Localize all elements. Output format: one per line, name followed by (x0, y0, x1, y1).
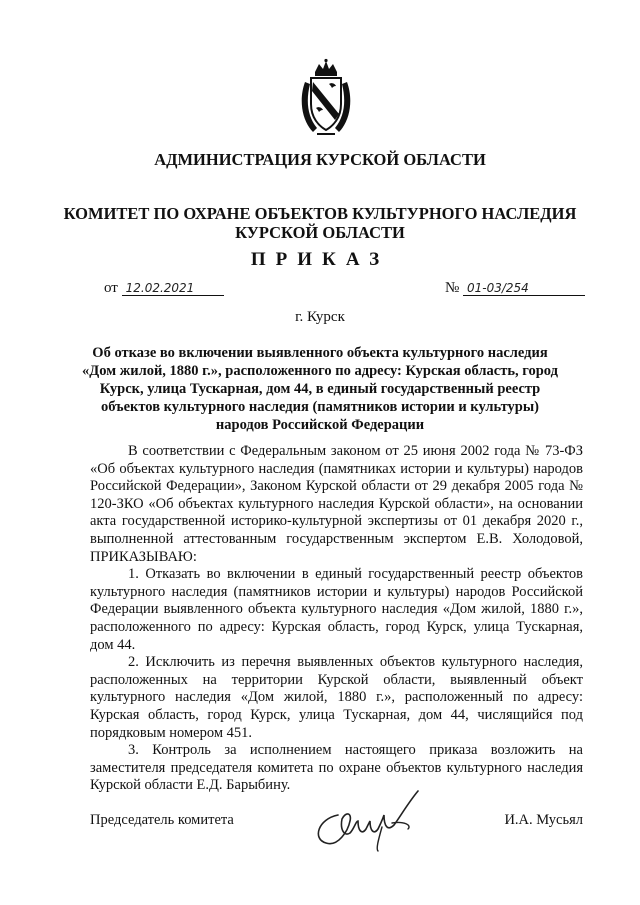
order-item-3: 3. Контроль за исполнением настоящего приказа возложить на заместителя председателя комитета по охране объектов культурного наследия Курской области Е.Д. Барыбину. (90, 742, 583, 794)
order-title: ПРИКАЗ (250, 249, 390, 270)
order-number (445, 280, 585, 297)
committee-title-line2: КУРСКОЙ ОБЛАСТИ (235, 223, 405, 242)
date-value: 12.02.2021 (122, 281, 224, 296)
preamble-paragraph: В соответствии с Федеральным законом от 25 июня 2002 года № 73-ФЗ «Об объектах культурного наследия (памятниках истории и культуры) народов Российской Федерации», Законом Курской области от 29 декабря 2005 года № 120-ЗКО «Об объектах культурного наследия Курской области», на основании акта государственной историко-культурной экспертизы от 01 декабря 2020 г., выполненной аттестованным государственным экспертом Е.В. Холодовой, ПРИКАЗЫВАЮ: (90, 443, 583, 565)
order-item-1: 1. Отказать во включении в единый государственный реестр объектов культурного наследия (памятников истории и культуры) народов Российской Федерации выявленного объекта культурного наследия «Дом жилой, 1880 г.», расположенного по адресу: Курская область, город Курск, улица Тускарная, дом 44. (90, 566, 583, 653)
number-prefix: № (444, 280, 460, 296)
committee-title-line1: КОМИТЕТ ПО ОХРАНЕ ОБЪЕКТОВ КУЛЬТУРНОГО НАСЛЕДИЯ (63, 204, 577, 223)
committee-title (60, 204, 580, 242)
order-date (104, 280, 224, 297)
administration-title: АДМИНИСТРАЦИЯ КУРСКОЙ ОБЛАСТИ (154, 150, 486, 169)
signer-position: Председатель комитета (90, 812, 234, 828)
order-subject: Об отказе во включении выявленного объекта культурного наследия «Дом жилой, 1880 г.», расположенного по адресу: Курская область, город Курск, улица Тускарная, дом 44, в единый государственный реестр объектов культурного наследия (памятников истории и культуры) народов Российской Федерации (82, 345, 558, 433)
date-prefix: от (104, 280, 118, 296)
order-body (90, 443, 583, 795)
city-label: г. Курск (295, 309, 345, 325)
date-number-row (88, 280, 585, 302)
signer-name: И.А. Мусьял (504, 812, 583, 828)
number-value: 01-03/254 (463, 281, 585, 296)
coat-of-arms-icon (295, 58, 357, 138)
signature-block (90, 805, 583, 855)
handwritten-signature-icon (308, 785, 428, 855)
order-item-2: 2. Исключить из перечня выявленных объектов культурного наследия, расположенных на территории Курской области, выявленный объект культурного наследия «Дом жилой, 1880 г.», расположенный по адресу: Курская область, город Курск, улица Тускарная, дом 44, числящийся под порядковым номером 451. (90, 654, 583, 741)
